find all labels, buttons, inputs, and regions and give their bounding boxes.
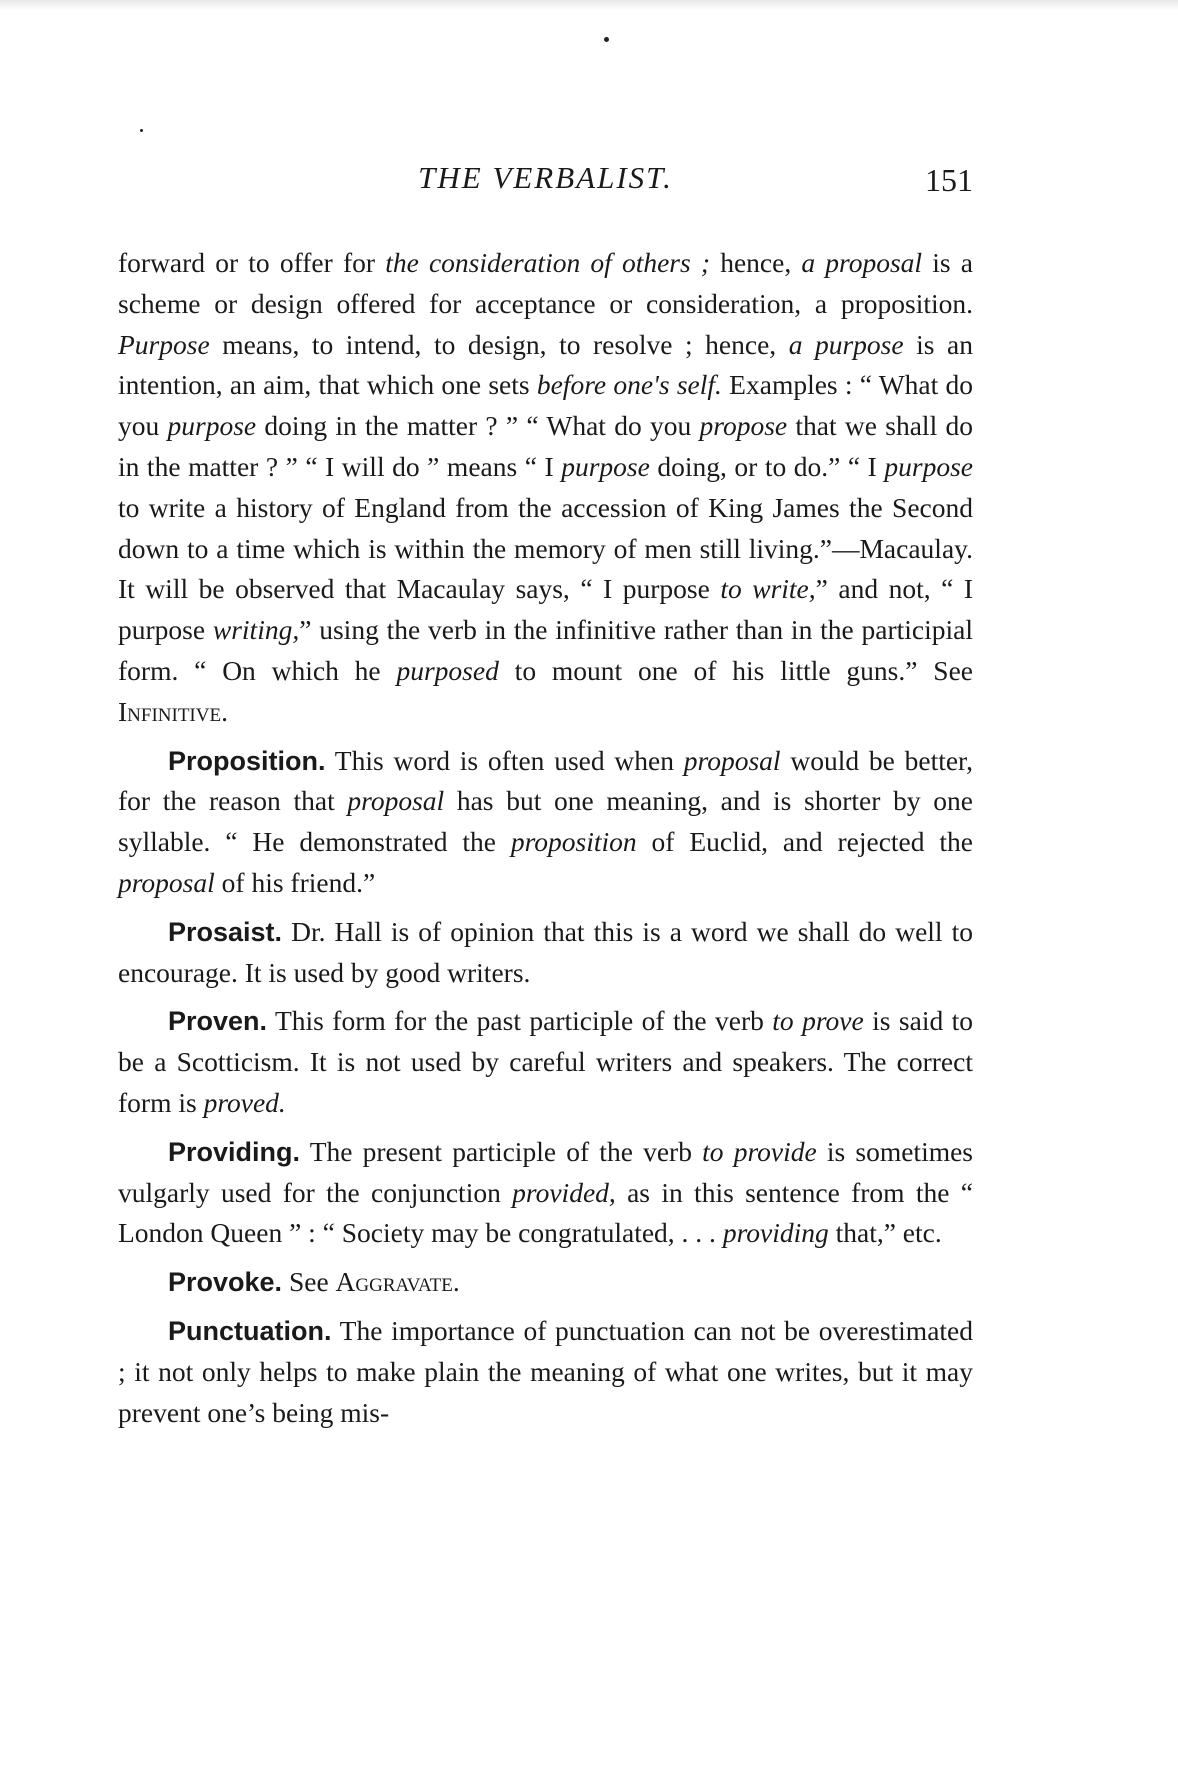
cross-reference: Aggravate. [335,1266,460,1298]
text-run: is sometimes vulgarly used for the conjunction [118,1135,974,1208]
italic-run: proposal [347,785,445,817]
text-run: that we shall do in the matter ? ” “ I will do ” means “ I [118,410,973,482]
cross-reference: Infinitive. [118,695,228,727]
text-run: of his friend.” [214,866,376,898]
text-run: is a scheme or design offered for acceptance or consideration, a proposition. [118,247,973,319]
italic-run: proposal [118,866,215,898]
text-run: This word is often used when [325,744,684,776]
italic-run: proved. [203,1086,286,1118]
entry-prosaist [118,912,973,994]
body-text [118,243,973,1433]
italic-run: to write, [720,573,816,605]
text-run: as in this sentence from the “ London Queen ” : “ Society may be congratulated, . . . [118,1176,973,1249]
italic-run: providing [722,1217,829,1249]
continued-paragraph [118,243,973,733]
text-run: forward or to offer for [118,247,386,278]
italic-run: to prove [772,1005,864,1037]
italic-run: a proposal [801,247,923,278]
text-run: hence, [710,247,802,278]
italic-run: to provide [702,1135,817,1167]
print-speck [604,37,609,42]
entry-punctuation [118,1311,973,1433]
entry-providing [118,1132,973,1254]
text-run: is said to be a Scotticism. It is not used by careful writers and speakers. The correct form is [118,1005,974,1118]
text-run: to mount one of his little guns.” See [498,654,974,686]
italic-run: provided, [512,1176,616,1208]
running-head: THE VERBALIST. [418,160,673,195]
italic-run: purpose [884,450,974,482]
text-run: ” and not, “ I purpose [118,573,974,646]
entry-provoke [118,1262,973,1303]
italic-run: purpose [561,450,650,482]
italic-run: Purpose [118,328,210,360]
entry-proven [118,1001,973,1123]
text-run: doing, or to do.” “ I [649,450,885,482]
text-run: ” using the verb in the infinitive rather than in the participial form. “ On which he [118,614,973,686]
text-run: means, to intend, to design, to resolve ; hence, [209,328,789,360]
italic-run: a purpose [788,328,904,360]
text-run: Examples : “ What do you [118,369,974,442]
italic-run: proposition [510,826,637,858]
text-run: doing in the matter ? ” “ What do you [256,410,700,442]
italic-run: before one's self. [536,369,722,401]
text-run: that,” etc. [828,1217,942,1249]
entry-headword: Punctuation. [168,1315,332,1346]
text-run: The importance of punctuation can not be overestimated ; it not only helps to make plain the meaning of what one writes, but it may prevent one’s being mis- [118,1314,973,1428]
entry-headword: Provoke. [168,1267,283,1298]
page-top-edge [0,0,1178,10]
text-run: The present participle of the verb [300,1135,703,1167]
italic-run: the consideration of others ; [385,247,711,278]
italic-run: purposed [396,654,499,686]
text-run: See [282,1266,336,1298]
page-number: 151 [925,162,973,198]
text-run: has but one meaning, and is shorter by one syllable. “ He demonstrated the [118,785,973,858]
text-run: would be better, for the reason that [118,744,973,817]
entry-headword: Proposition. [168,745,326,776]
text-run: is an intention, an aim, that which one sets [118,328,973,401]
italic-run: purpose [167,410,257,442]
entry-headword: Proven. [168,1006,268,1037]
italic-run: writing, [212,614,300,646]
italic-run: propose [699,410,788,442]
print-speck [140,129,143,132]
italic-run: proposal [683,744,781,776]
entry-headword: Providing. [168,1136,301,1167]
entry-headword: Prosaist. [168,916,283,947]
text-run: to write a history of England from the accession of King James the Second down to a time which is within the memory of men still living.”—Macaulay. It will be observed that Macaulay says, “ I purpose [118,491,973,605]
entry-proposition [118,741,973,904]
page-header [118,160,973,208]
text-run: This form for the past participle of the verb [267,1005,773,1037]
text-run: of Euclid, and rejected the [636,826,973,858]
text-run: Dr. Hall is of opinion that this is a word we shall do well to encourage. It is used by good writers. [118,915,973,988]
